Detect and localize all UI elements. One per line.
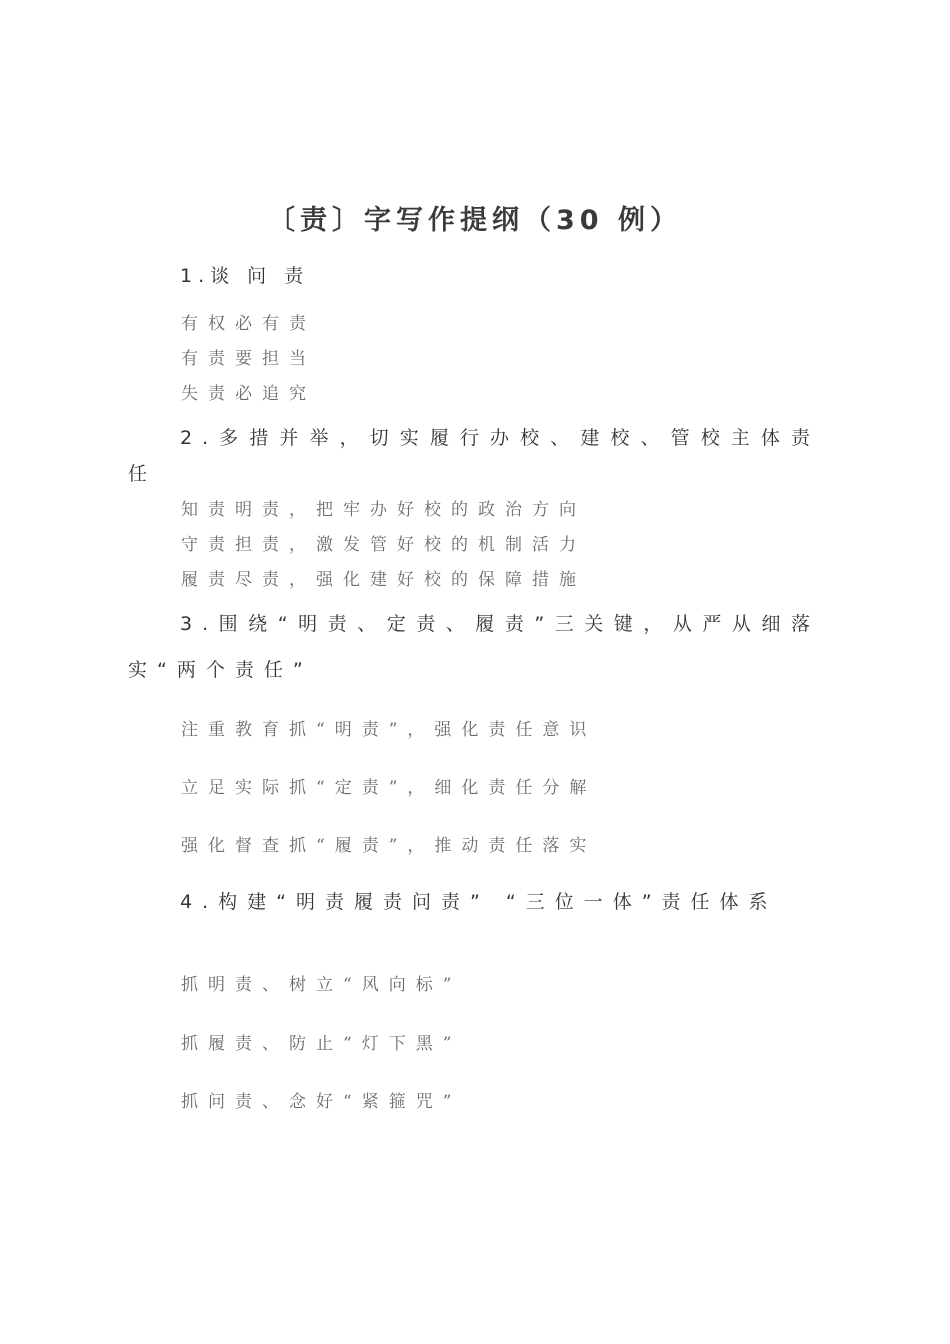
section-4-item-3: 抓问责、念好“紧箍咒”: [181, 1092, 462, 1112]
section-2-item-1: 知责明责，把牢办好校的政治方向: [181, 500, 586, 520]
section-3-item-1: 注重教育抓“明责”，强化责任意识: [181, 720, 597, 740]
section-1-item-3: 失责必追究: [181, 384, 316, 404]
section-heading-3: 3.围绕“明责、定责、履责”三关键，从严从细落实“两个责任”: [128, 613, 820, 681]
section-heading-4: 4.构建“明责履责问责” “三位一体”责任体系: [180, 891, 778, 913]
section-4-item-2: 抓履责、防止“灯下黑”: [181, 1034, 462, 1054]
section-2-item-3: 履责尽责，强化建好校的保障措施: [181, 570, 586, 590]
section-2-item-2: 守责担责，激发管好校的机制活力: [181, 535, 586, 555]
page-title: 〔责〕字写作提纲（30 例）: [268, 205, 682, 236]
section-1-item-2: 有责要担当: [181, 349, 316, 369]
section-heading-2: 2.多措并举，切实履行办校、建校、管校主体责任: [128, 427, 820, 485]
section-3-item-3: 强化督查抓“履责”，推动责任落实: [181, 836, 597, 856]
section-3-item-2: 立足实际抓“定责”，细化责任分解: [181, 778, 597, 798]
section-4-item-1: 抓明责、树立“风向标”: [181, 975, 462, 995]
section-heading-1: 1.谈 问 责: [180, 265, 310, 287]
section-1-item-1: 有权必有责: [181, 314, 316, 334]
